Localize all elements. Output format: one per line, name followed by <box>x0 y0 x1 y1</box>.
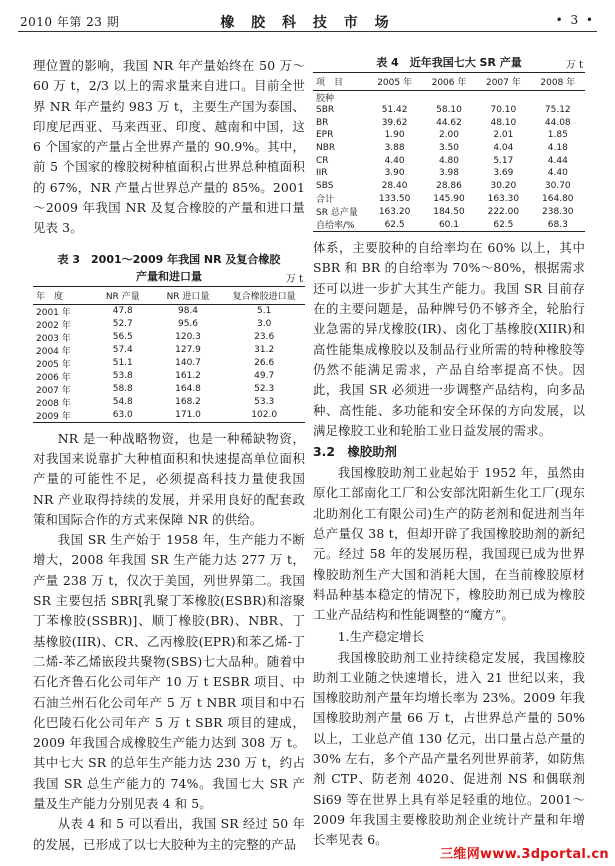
table-4-cell: 70.10 <box>490 105 517 116</box>
table-3-cell: 171.0 <box>153 409 224 423</box>
table-4-row <box>313 218 585 232</box>
table-4-cell: 30.20 <box>490 180 517 191</box>
table-4-cell: NBR <box>316 143 336 154</box>
table-4-cell: 44.62 <box>436 117 462 128</box>
table-4-title: 表 4 近年我国七大 SR 产量 <box>376 56 522 69</box>
table-4-cell: 44.08 <box>544 117 571 128</box>
table-3-cell: 2005 年 <box>36 359 71 370</box>
table-4-group-label: 胶种 <box>316 94 335 104</box>
table-4-cell: 163.30 <box>487 193 520 204</box>
table-3-title-line2: 产量和进口量 <box>136 269 202 283</box>
section-heading: 3.2 橡胶助剂 <box>313 444 397 460</box>
table-4-cell: 3.50 <box>438 143 459 154</box>
table-4-cell: 1.85 <box>547 130 568 141</box>
table-4-cell: 28.86 <box>436 180 462 191</box>
table-4-cell: 75.12 <box>544 105 571 116</box>
table-3-row <box>33 344 305 357</box>
table-4-cell: 4.44 <box>547 155 568 166</box>
table-4-cell: 5.17 <box>493 155 514 166</box>
table-4-cell: 68.3 <box>531 218 585 232</box>
table-4-cell: 238.30 <box>542 206 574 217</box>
page-header <box>18 10 597 32</box>
table-3-cell: 161.2 <box>175 371 201 382</box>
table-4-cell: 164.80 <box>542 193 574 204</box>
table-3-header: 年 度 <box>33 286 93 304</box>
table-4-cell: 51.42 <box>381 105 408 116</box>
issue-label: 2010 年第 23 期 <box>20 15 120 29</box>
table-4-cell: 4.18 <box>547 143 568 154</box>
table-4-grid <box>313 72 585 232</box>
table-4-cell: 39.62 <box>381 117 408 128</box>
table-3-cell: 53.3 <box>254 397 275 408</box>
table-3-title-line1: 表 3 2001～2009 年我国 NR 及复合橡胶 <box>57 252 281 266</box>
left-paragraph-3: 我国 SR 生产始于 1958 年，生产能力不断增大，2008 年我国 SR 生产能力达 277 万 t，产量 238 万 t，仅次于美国，列世界第二。我国 SR 主要包括 SBR[乳聚丁苯橡胶(ESBR)和溶聚丁苯橡胶(SSBR)]、顺丁橡胶(BR)、NBR、丁基橡胶(IIR)、CR、乙丙橡胶(EPR)和苯乙烯-丁二烯-苯乙烯嵌段共聚物(SBS)七大品种。随着中石化齐鲁石化公司年产 10 万 t ESBR 项目、中石油兰州石化公司年产 5 万 t NBR 项目和中石化巴陵石化公司年产 5 万 t SBR 项目的建成，2009 年我国合成橡胶生产能力达到 308 万 t。其中七大 SR 的总年生产能力达 230 万 t，约占我国 SR 总生产能力的 74%。我国七大 SR 产量及生产能力分别见表 4 和 5。 <box>33 532 305 812</box>
table-3-cell: 63.0 <box>93 409 153 423</box>
table-3-cell: 57.4 <box>112 345 133 356</box>
table-4-cell: 4.40 <box>384 155 405 166</box>
table-3-row <box>33 383 305 396</box>
table-3-row <box>33 396 305 409</box>
table-4-header: 2007 年 <box>476 73 530 91</box>
table-4-cell: BR <box>316 117 329 128</box>
table-4-row <box>313 129 585 142</box>
table-4-header: 项 目 <box>313 73 367 91</box>
table-3-unit: 万 t <box>285 273 303 285</box>
right-paragraph-3: 我国橡胶助剂工业持续稳定发展，我国橡胶助剂工业随之快速增长，进入 21 世纪以来，我国橡胶助剂产量年均增长率为 23%。2009 年我国橡胶助剂产量 66 万 t，占世界总产量的 50% 以上，工业总产值 130 亿元，出口量占总产量的 30% 左右，多个产品产量名列世界前茅，如防焦剂 CTP、防老剂 4020、促进剂 NS 和偶联剂 Si69 等在世界上具有举足轻重的地位。2001～2009 年我国主要橡胶助剂企业统计产量和年增长率见表 6。 <box>313 649 585 848</box>
table-3-cell: 2001 年 <box>36 307 71 318</box>
table-4-cell: 4.80 <box>438 155 459 166</box>
table-3-grid <box>33 286 305 423</box>
table-4-cell: 184.50 <box>433 206 465 217</box>
table-3-cell: 140.7 <box>175 358 201 369</box>
table-3-cell: 49.7 <box>254 371 275 382</box>
table-3-cell: 2006 年 <box>36 372 71 383</box>
table-4-row <box>313 104 585 117</box>
right-paragraph-1: 体系，主要胶种的自给率均在 60% 以上，其中 SBR 和 BR 的自给率为 70%～80%，根据需求还可以进一步扩大其生产能力。我国 SR 目前存在的主要问题是，品种牌号仍不够齐全，轮胎行业急需的异戊橡胶(IR)、卤化丁基橡胶(XIIR)和高性能集成橡胶以及制品行业所需的特种橡胶等仍然不能满足需求，产品自给率提高不快。因此，我国 SR 必须进一步调整产品结构，向多品种、高性能、多功能和安全环保的方向发展，以满足橡胶工业和轮胎工业日益发展的需求。 <box>313 240 585 438</box>
table-3-row <box>33 318 305 331</box>
table-4-cell: 2.00 <box>438 130 459 141</box>
left-paragraph-1: 理位置的影响，我国 NR 年产量始终在 50 万～60 万 t，2/3 以上的需求量来自进口。目前全世界 NR 年产量约 983 万 t，主要生产国为泰国、印度尼西亚、马来西亚、印度、越南和中国，这 6 个国家的产量占全世界产量的 90.9%。其中，前 5 个国家的橡胶树种植面积占世界总种植面积的 67%，NR 产量占世界总产量的 85%。2001～2009 年我国 NR 及复合橡胶的产量和进口量见表 3。 <box>33 58 305 236</box>
table-3-cell: 58.8 <box>112 384 133 395</box>
table-3-cell: 52.7 <box>112 319 133 330</box>
table-4-cell: 30.70 <box>544 180 571 191</box>
table-4-row <box>313 192 585 205</box>
table-4-cell: EPR <box>316 130 334 141</box>
left-paragraph-4: 从表 4 和 5 可以看出，我国 SR 经过 50 年的发展，已形成了以七大胶种为主的完整的产品 <box>33 816 305 852</box>
table-3-row <box>33 370 305 383</box>
table-3-cell: 23.6 <box>254 332 275 343</box>
table-3-cell: 2007 年 <box>36 385 71 396</box>
table-3-cell: 3.0 <box>257 319 272 330</box>
table-4-cell: 28.40 <box>381 180 408 191</box>
subsection-heading: 1.生产稳定增长 <box>337 628 424 644</box>
table-3-cell: 52.3 <box>254 384 275 395</box>
table-3-header: 复合橡胶进口量 <box>223 286 305 304</box>
table-3-cell: 54.8 <box>112 397 133 408</box>
table-4-cell: SBS <box>316 180 334 191</box>
table-3-cell: 120.3 <box>175 332 201 343</box>
table-4-cell: 2.01 <box>493 130 514 141</box>
table-3-cell: 164.8 <box>175 384 201 395</box>
table-4-cell: IIR <box>316 168 328 179</box>
journal-title: 橡 胶 科 技 市 场 <box>220 15 395 31</box>
table-4-header: 2005 年 <box>367 73 421 91</box>
table-4-cell: 4.04 <box>493 143 514 154</box>
left-paragraph-2: NR 是一种战略物资，也是一种稀缺物资，对我国来说靠扩大种植面积和快速提高单位面积产量的可能性不足，必须提高科技力量使我国 NR 产业取得持续的发展，并采用良好的配套政策和国际合作的方式来保障 NR 的供给。 <box>33 430 305 527</box>
table-4-cell: SR 总产量 <box>316 208 358 219</box>
table-4-cell: 58.10 <box>436 105 462 116</box>
table-4-cell: 145.90 <box>433 193 465 204</box>
table-4-cell: 3.90 <box>384 168 405 179</box>
table-4-cell: 自给率/% <box>313 218 367 232</box>
right-paragraph-2: 我国橡胶助剂工业起始于 1952 年，虽然由原化工部南化工厂和公安部沈阳新生化工厂(现东北助剂化工有限公司)生产的防老剂和促进剂当年总产量仅 38 t，但却开辟了我国橡胶助剂的新纪元。经过 58 年的发展历程，我国现已成为世界橡胶助剂生产大国和消耗大国，在当前橡胶原材料品种基本稳定的情况下，橡胶助剂已成为橡胶工业产品结构和性能调整的“魔方”。 <box>313 465 585 623</box>
table-3-row <box>33 304 305 318</box>
table-3-cell: 102.0 <box>223 409 305 423</box>
table-4 <box>313 54 585 232</box>
site-watermark: 三维网www.3dportal.cn <box>440 847 609 862</box>
table-4-cell: 3.88 <box>384 143 405 154</box>
table-4-cell: 3.69 <box>493 168 514 179</box>
table-3-cell: 95.6 <box>177 319 199 330</box>
table-3 <box>33 251 305 423</box>
table-4-cell: 1.90 <box>384 130 405 141</box>
table-3-cell: 2009 年 <box>33 409 93 423</box>
table-3-cell: 56.5 <box>112 332 133 343</box>
table-3-header: NR 产量 <box>93 286 153 304</box>
table-3-row <box>33 331 305 344</box>
table-4-cell: 62.5 <box>367 218 421 232</box>
table-3-cell: 2002 年 <box>36 320 71 331</box>
table-4-cell: 4.40 <box>547 168 568 179</box>
table-4-header: 2006 年 <box>422 73 476 91</box>
table-4-cell: CR <box>316 155 329 166</box>
table-3-cell: 47.8 <box>112 306 133 317</box>
table-3-cell: 2008 年 <box>36 398 71 409</box>
table-3-cell: 51.1 <box>112 358 133 369</box>
table-4-header: 2008 年 <box>531 73 585 91</box>
table-4-row <box>313 117 585 130</box>
table-4-cell: 222.00 <box>487 206 520 217</box>
table-4-row <box>313 180 585 193</box>
table-4-cell: 163.20 <box>378 206 411 217</box>
table-4-row <box>313 142 585 155</box>
table-3-cell: 127.9 <box>175 345 201 356</box>
table-3-cell: 5.1 <box>257 306 272 317</box>
table-4-cell: 60.1 <box>422 218 476 232</box>
table-3-header: NR 进口量 <box>153 286 224 304</box>
table-4-unit: 万 t <box>565 60 583 71</box>
left-column <box>33 56 305 855</box>
table-3-cell: 2004 年 <box>36 346 71 357</box>
table-4-row <box>313 154 585 167</box>
table-3-row <box>33 357 305 370</box>
table-3-cell: 26.6 <box>254 358 275 369</box>
table-3-cell: 53.8 <box>112 371 133 382</box>
table-4-row <box>313 167 585 180</box>
table-4-cell: 133.50 <box>378 193 411 204</box>
page-number: • 3 • <box>555 13 595 27</box>
table-3-cell: 98.4 <box>177 306 199 317</box>
table-4-cell: 48.10 <box>490 117 517 128</box>
table-4-row <box>313 205 585 218</box>
table-4-cell: SBR <box>316 105 335 116</box>
table-3-cell: 168.2 <box>175 397 201 408</box>
right-column <box>313 54 585 850</box>
table-4-cell: 合计 <box>316 195 335 206</box>
table-4-cell: 3.98 <box>438 168 459 179</box>
table-3-cell: 2003 年 <box>36 333 71 344</box>
table-3-cell: 31.2 <box>254 345 275 356</box>
table-4-cell: 62.5 <box>476 218 530 232</box>
table-3-row <box>33 409 305 423</box>
